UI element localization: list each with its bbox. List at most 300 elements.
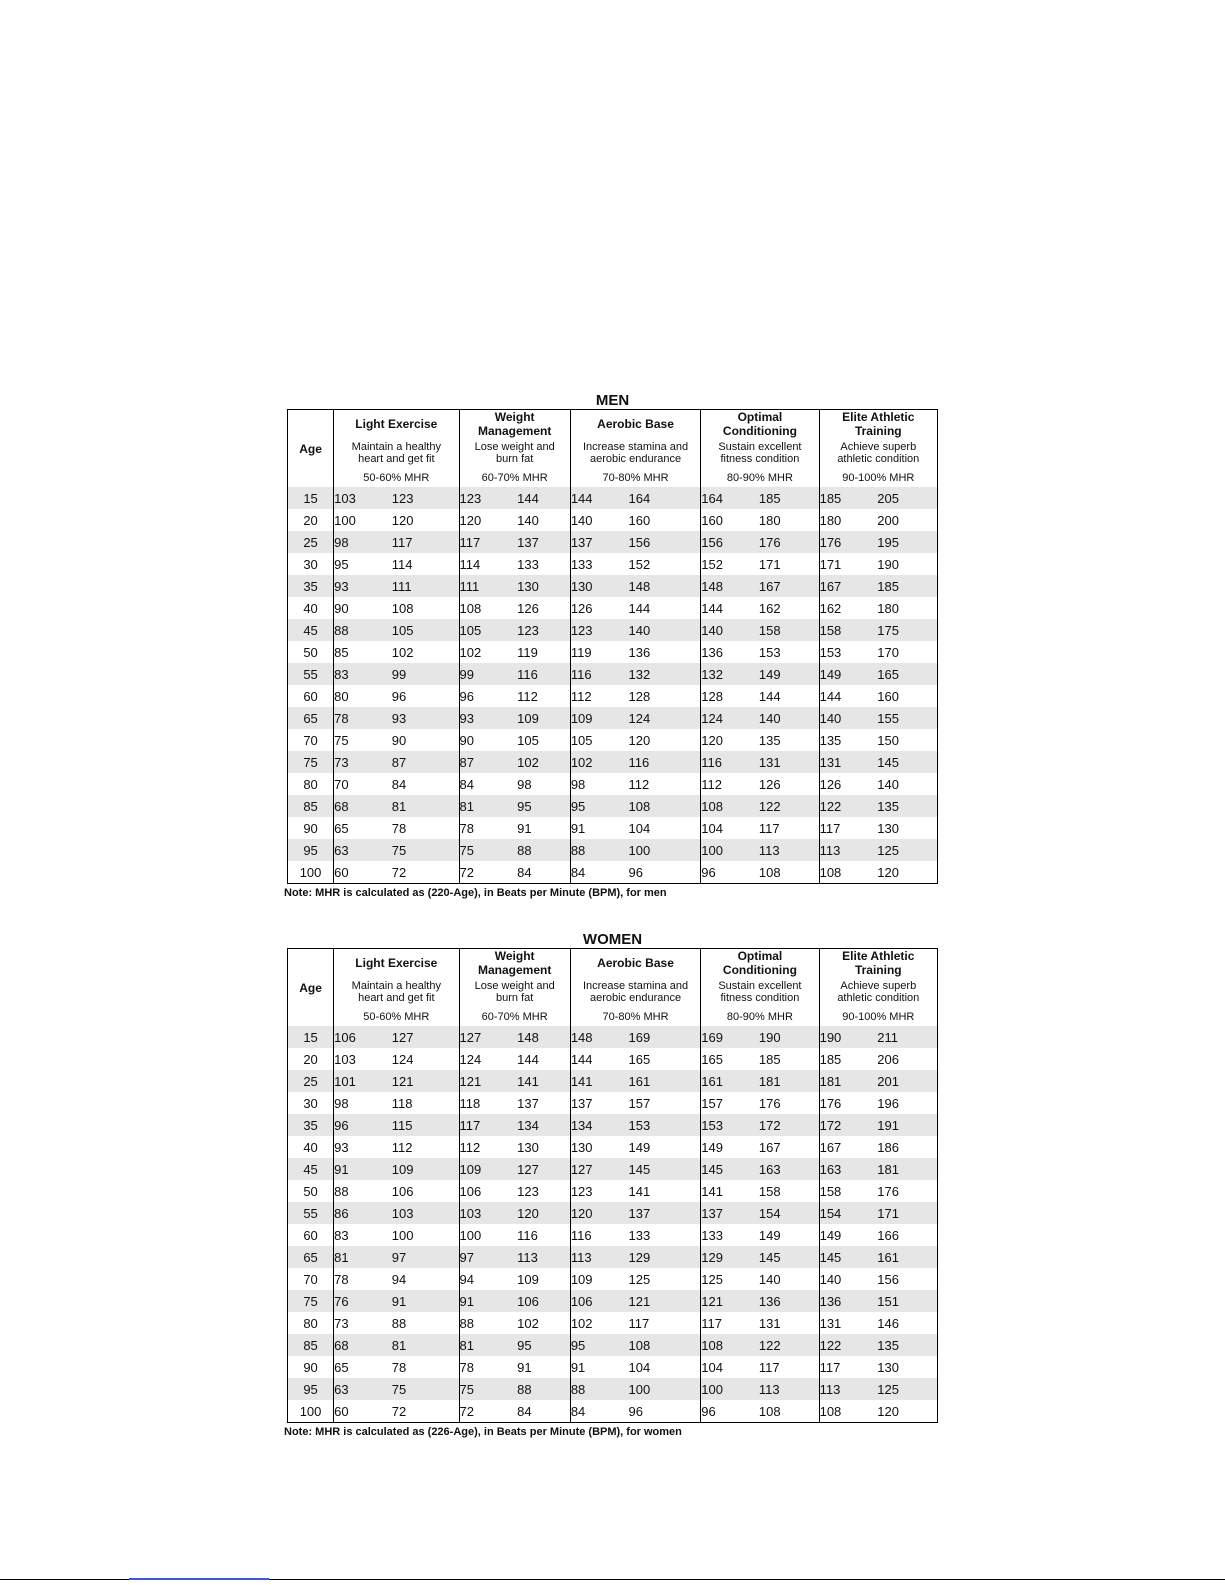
women-heart-rate-table	[287, 948, 938, 1423]
bpm-low-cell: 122	[819, 795, 877, 817]
bpm-high-cell: 78	[392, 817, 459, 839]
age-cell: 30	[288, 553, 334, 575]
bpm-high-cell: 149	[759, 1224, 819, 1246]
bpm-high-cell: 152	[629, 553, 701, 575]
bpm-low-cell: 140	[570, 509, 628, 531]
bpm-low-cell: 103	[459, 1202, 517, 1224]
women-table-body	[288, 1026, 938, 1423]
bpm-high-cell: 72	[392, 1400, 459, 1423]
table-row	[288, 817, 938, 839]
zone-name: Optimal Conditioning	[701, 949, 819, 978]
bpm-low-cell: 157	[701, 1092, 759, 1114]
bpm-high-cell: 123	[517, 619, 570, 641]
bpm-low-cell: 180	[819, 509, 877, 531]
bpm-high-cell: 95	[517, 1334, 570, 1356]
bpm-low-cell: 117	[701, 1312, 759, 1334]
bpm-high-cell: 135	[877, 795, 937, 817]
bpm-low-cell: 154	[819, 1202, 877, 1224]
bpm-low-cell: 169	[701, 1026, 759, 1048]
table-row	[288, 839, 938, 861]
table-row	[288, 1246, 938, 1268]
bpm-high-cell: 176	[759, 531, 819, 553]
bpm-high-cell: 153	[759, 641, 819, 663]
zone-name: Aerobic Base	[570, 410, 700, 439]
bpm-low-cell: 120	[570, 1202, 628, 1224]
bpm-high-cell: 88	[517, 839, 570, 861]
bpm-high-cell: 161	[629, 1070, 701, 1092]
table-row	[288, 1202, 938, 1224]
zone-description: Maintain a healthy heart and get fit	[334, 438, 459, 468]
zone-description: Maintain a healthy heart and get fit	[334, 977, 459, 1007]
age-cell: 15	[288, 487, 334, 509]
bpm-high-cell: 87	[392, 751, 459, 773]
bpm-low-cell: 112	[570, 685, 628, 707]
bpm-low-cell: 176	[819, 531, 877, 553]
table-row	[288, 1334, 938, 1356]
bpm-low-cell: 149	[819, 663, 877, 685]
bpm-high-cell: 81	[392, 1334, 459, 1356]
bpm-high-cell: 145	[629, 1158, 701, 1180]
bpm-high-cell: 181	[877, 1158, 937, 1180]
age-cell: 70	[288, 729, 334, 751]
bpm-low-cell: 84	[459, 773, 517, 795]
bpm-high-cell: 106	[517, 1290, 570, 1312]
bpm-low-cell: 76	[334, 1290, 392, 1312]
bpm-low-cell: 88	[570, 839, 628, 861]
bpm-high-cell: 118	[392, 1092, 459, 1114]
age-cell: 30	[288, 1092, 334, 1114]
bpm-low-cell: 181	[819, 1070, 877, 1092]
bpm-low-cell: 137	[701, 1202, 759, 1224]
bpm-high-cell: 95	[517, 795, 570, 817]
bpm-high-cell: 150	[877, 729, 937, 751]
bpm-low-cell: 102	[570, 1312, 628, 1334]
zone-name: Aerobic Base	[570, 949, 700, 978]
zone-name: Elite Athletic Training	[819, 410, 937, 439]
bpm-high-cell: 105	[392, 619, 459, 641]
bpm-high-cell: 91	[392, 1290, 459, 1312]
age-cell: 40	[288, 1136, 334, 1158]
zone-mhr: 60-70% MHR	[459, 468, 570, 487]
bpm-high-cell: 119	[517, 641, 570, 663]
table-row	[288, 773, 938, 795]
bpm-low-cell: 105	[459, 619, 517, 641]
bpm-high-cell: 162	[759, 597, 819, 619]
bpm-high-cell: 123	[517, 1180, 570, 1202]
bpm-high-cell: 130	[517, 1136, 570, 1158]
zone-mhr: 90-100% MHR	[819, 1007, 937, 1026]
bpm-low-cell: 60	[334, 861, 392, 884]
bpm-high-cell: 120	[517, 1202, 570, 1224]
bpm-low-cell: 88	[334, 1180, 392, 1202]
bpm-low-cell: 160	[701, 509, 759, 531]
men-title: MEN	[595, 392, 630, 409]
bpm-high-cell: 123	[392, 487, 459, 509]
footnote-link[interactable]	[129, 1578, 269, 1580]
bpm-low-cell: 119	[570, 641, 628, 663]
bpm-high-cell: 78	[392, 1356, 459, 1378]
men-table-body	[288, 487, 938, 884]
bpm-low-cell: 124	[459, 1048, 517, 1070]
bpm-high-cell: 180	[759, 509, 819, 531]
bpm-high-cell: 145	[877, 751, 937, 773]
zone-description: Sustain excellent fitness condition	[701, 977, 819, 1007]
bpm-low-cell: 102	[459, 641, 517, 663]
table-row	[288, 1356, 938, 1378]
bpm-high-cell: 156	[877, 1268, 937, 1290]
bpm-high-cell: 108	[629, 795, 701, 817]
bpm-high-cell: 120	[877, 1400, 937, 1423]
bpm-high-cell: 91	[517, 817, 570, 839]
bpm-low-cell: 106	[459, 1180, 517, 1202]
bpm-low-cell: 88	[334, 619, 392, 641]
bpm-low-cell: 144	[570, 487, 628, 509]
bpm-high-cell: 151	[877, 1290, 937, 1312]
bpm-low-cell: 83	[334, 663, 392, 685]
bpm-low-cell: 86	[334, 1202, 392, 1224]
bpm-low-cell: 78	[334, 1268, 392, 1290]
bpm-low-cell: 88	[570, 1378, 628, 1400]
bpm-high-cell: 127	[392, 1026, 459, 1048]
bpm-low-cell: 137	[570, 1092, 628, 1114]
bpm-low-cell: 90	[459, 729, 517, 751]
bpm-low-cell: 95	[334, 553, 392, 575]
bpm-high-cell: 117	[629, 1312, 701, 1334]
bpm-high-cell: 133	[517, 553, 570, 575]
bpm-high-cell: 88	[517, 1378, 570, 1400]
bpm-low-cell: 185	[819, 1048, 877, 1070]
bpm-high-cell: 149	[629, 1136, 701, 1158]
bpm-high-cell: 211	[877, 1026, 937, 1048]
age-cell: 65	[288, 707, 334, 729]
table-row	[288, 861, 938, 884]
table-row	[288, 1048, 938, 1070]
bpm-high-cell: 116	[629, 751, 701, 773]
bpm-low-cell: 172	[819, 1114, 877, 1136]
bpm-low-cell: 90	[334, 597, 392, 619]
age-cell: 75	[288, 1290, 334, 1312]
bpm-high-cell: 132	[629, 663, 701, 685]
bpm-high-cell: 104	[629, 817, 701, 839]
bpm-low-cell: 145	[819, 1246, 877, 1268]
bpm-low-cell: 124	[701, 707, 759, 729]
bpm-low-cell: 100	[701, 1378, 759, 1400]
zone-description: Increase stamina and aerobic endurance	[570, 438, 700, 468]
bpm-high-cell: 186	[877, 1136, 937, 1158]
bpm-high-cell: 112	[392, 1136, 459, 1158]
bpm-low-cell: 163	[819, 1158, 877, 1180]
age-cell: 80	[288, 773, 334, 795]
bpm-high-cell: 137	[629, 1202, 701, 1224]
bpm-low-cell: 105	[570, 729, 628, 751]
bpm-low-cell: 113	[570, 1246, 628, 1268]
age-cell: 50	[288, 641, 334, 663]
zone-description: Achieve superb athletic condition	[819, 438, 937, 468]
table-row	[288, 619, 938, 641]
bpm-high-cell: 171	[759, 553, 819, 575]
bpm-low-cell: 63	[334, 839, 392, 861]
bpm-high-cell: 125	[629, 1268, 701, 1290]
age-cell: 20	[288, 509, 334, 531]
men-note: Note: MHR is calculated as (220-Age), in Beats per Minute (BPM), for men	[284, 887, 667, 899]
bpm-low-cell: 91	[570, 1356, 628, 1378]
bpm-low-cell: 117	[819, 1356, 877, 1378]
bpm-high-cell: 109	[517, 1268, 570, 1290]
bpm-low-cell: 114	[459, 553, 517, 575]
bpm-high-cell: 120	[629, 729, 701, 751]
bpm-high-cell: 125	[877, 1378, 937, 1400]
bpm-high-cell: 140	[759, 707, 819, 729]
bpm-high-cell: 148	[629, 575, 701, 597]
bpm-low-cell: 130	[570, 575, 628, 597]
bpm-high-cell: 108	[629, 1334, 701, 1356]
table-row	[288, 597, 938, 619]
age-cell: 95	[288, 1378, 334, 1400]
bpm-high-cell: 122	[759, 1334, 819, 1356]
bpm-high-cell: 167	[759, 1136, 819, 1158]
bpm-low-cell: 144	[570, 1048, 628, 1070]
age-cell: 25	[288, 531, 334, 553]
zone-name: Light Exercise	[334, 410, 459, 439]
bpm-low-cell: 122	[819, 1334, 877, 1356]
table-row	[288, 641, 938, 663]
bpm-high-cell: 84	[392, 773, 459, 795]
bpm-high-cell: 166	[877, 1224, 937, 1246]
bpm-low-cell: 117	[819, 817, 877, 839]
bpm-low-cell: 130	[570, 1136, 628, 1158]
table-row	[288, 685, 938, 707]
bpm-high-cell: 122	[759, 795, 819, 817]
bpm-low-cell: 101	[334, 1070, 392, 1092]
bpm-high-cell: 205	[877, 487, 937, 509]
bpm-low-cell: 161	[701, 1070, 759, 1092]
bpm-high-cell: 108	[392, 597, 459, 619]
table-row	[288, 509, 938, 531]
bpm-high-cell: 81	[392, 795, 459, 817]
bpm-low-cell: 149	[701, 1136, 759, 1158]
bpm-low-cell: 104	[701, 1356, 759, 1378]
bpm-low-cell: 75	[459, 839, 517, 861]
bpm-high-cell: 91	[517, 1356, 570, 1378]
bpm-low-cell: 81	[459, 1334, 517, 1356]
bpm-high-cell: 100	[629, 1378, 701, 1400]
bpm-high-cell: 120	[392, 509, 459, 531]
bpm-low-cell: 132	[701, 663, 759, 685]
table-row	[288, 1158, 938, 1180]
table-row	[288, 729, 938, 751]
bpm-high-cell: 145	[759, 1246, 819, 1268]
table-row	[288, 1180, 938, 1202]
bpm-high-cell: 164	[629, 487, 701, 509]
bpm-high-cell: 141	[517, 1070, 570, 1092]
bpm-high-cell: 200	[877, 509, 937, 531]
bpm-high-cell: 121	[392, 1070, 459, 1092]
bpm-low-cell: 93	[459, 707, 517, 729]
bpm-high-cell: 158	[759, 1180, 819, 1202]
age-cell: 40	[288, 597, 334, 619]
bpm-high-cell: 140	[629, 619, 701, 641]
bpm-low-cell: 81	[459, 795, 517, 817]
bpm-low-cell: 190	[819, 1026, 877, 1048]
bpm-high-cell: 144	[629, 597, 701, 619]
bpm-low-cell: 137	[570, 531, 628, 553]
age-cell: 60	[288, 685, 334, 707]
age-cell: 55	[288, 663, 334, 685]
bpm-high-cell: 133	[629, 1224, 701, 1246]
bpm-low-cell: 84	[570, 861, 628, 884]
bpm-high-cell: 136	[759, 1290, 819, 1312]
bpm-low-cell: 104	[701, 817, 759, 839]
bpm-high-cell: 96	[392, 685, 459, 707]
bpm-high-cell: 105	[517, 729, 570, 751]
table-row	[288, 1026, 938, 1048]
bpm-low-cell: 123	[570, 619, 628, 641]
bpm-low-cell: 87	[459, 751, 517, 773]
bpm-low-cell: 176	[819, 1092, 877, 1114]
zone-mhr: 90-100% MHR	[819, 468, 937, 487]
age-cell: 20	[288, 1048, 334, 1070]
bpm-high-cell: 111	[392, 575, 459, 597]
bpm-low-cell: 113	[819, 1378, 877, 1400]
bpm-low-cell: 144	[701, 597, 759, 619]
bpm-high-cell: 128	[629, 685, 701, 707]
bpm-high-cell: 113	[517, 1246, 570, 1268]
bpm-high-cell: 117	[759, 1356, 819, 1378]
bpm-high-cell: 141	[629, 1180, 701, 1202]
bpm-high-cell: 140	[877, 773, 937, 795]
bpm-high-cell: 140	[759, 1268, 819, 1290]
age-cell: 35	[288, 575, 334, 597]
bpm-low-cell: 72	[459, 861, 517, 884]
zone-mhr: 50-60% MHR	[334, 468, 459, 487]
bpm-low-cell: 95	[570, 795, 628, 817]
women-title: WOMEN	[582, 931, 643, 948]
age-cell: 45	[288, 619, 334, 641]
table-row	[288, 531, 938, 553]
bpm-high-cell: 135	[759, 729, 819, 751]
age-cell: 50	[288, 1180, 334, 1202]
bpm-low-cell: 98	[334, 531, 392, 553]
bpm-high-cell: 153	[629, 1114, 701, 1136]
bpm-low-cell: 152	[701, 553, 759, 575]
zone-description: Lose weight and burn fat	[459, 438, 570, 468]
bpm-high-cell: 99	[392, 663, 459, 685]
age-cell: 75	[288, 751, 334, 773]
table-row	[288, 751, 938, 773]
table-row	[288, 553, 938, 575]
age-cell: 95	[288, 839, 334, 861]
bpm-high-cell: 156	[629, 531, 701, 553]
zone-description: Achieve superb athletic condition	[819, 977, 937, 1007]
bpm-low-cell: 98	[570, 773, 628, 795]
bpm-low-cell: 136	[701, 641, 759, 663]
table-row	[288, 1268, 938, 1290]
bpm-high-cell: 165	[629, 1048, 701, 1070]
bpm-high-cell: 113	[759, 839, 819, 861]
zone-mhr: 50-60% MHR	[334, 1007, 459, 1026]
bpm-high-cell: 116	[517, 663, 570, 685]
bpm-high-cell: 125	[877, 839, 937, 861]
bpm-low-cell: 162	[819, 597, 877, 619]
bpm-low-cell: 158	[819, 619, 877, 641]
bpm-high-cell: 137	[517, 531, 570, 553]
bpm-low-cell: 140	[819, 707, 877, 729]
age-header: Age	[299, 980, 322, 995]
bpm-high-cell: 121	[629, 1290, 701, 1312]
bpm-low-cell: 75	[334, 729, 392, 751]
table-row	[288, 1400, 938, 1423]
bpm-high-cell: 97	[392, 1246, 459, 1268]
bpm-high-cell: 176	[759, 1092, 819, 1114]
bpm-low-cell: 120	[459, 509, 517, 531]
bpm-high-cell: 190	[759, 1026, 819, 1048]
bpm-low-cell: 112	[701, 773, 759, 795]
bpm-high-cell: 131	[759, 1312, 819, 1334]
bpm-low-cell: 121	[459, 1070, 517, 1092]
bpm-low-cell: 135	[819, 729, 877, 751]
bpm-high-cell: 84	[517, 861, 570, 884]
zone-name: Weight Management	[459, 949, 570, 978]
bpm-low-cell: 91	[570, 817, 628, 839]
bpm-low-cell: 123	[570, 1180, 628, 1202]
bpm-high-cell: 161	[877, 1246, 937, 1268]
bpm-low-cell: 108	[819, 861, 877, 884]
bpm-low-cell: 108	[819, 1400, 877, 1423]
bpm-low-cell: 128	[701, 685, 759, 707]
bpm-low-cell: 126	[819, 773, 877, 795]
bpm-low-cell: 136	[819, 1290, 877, 1312]
bpm-high-cell: 96	[629, 1400, 701, 1423]
men-section	[284, 392, 938, 899]
bpm-low-cell: 117	[459, 531, 517, 553]
bpm-high-cell: 157	[629, 1092, 701, 1114]
table-row	[288, 575, 938, 597]
zone-mhr: 80-90% MHR	[701, 1007, 819, 1026]
bpm-low-cell: 126	[570, 597, 628, 619]
bpm-high-cell: 165	[877, 663, 937, 685]
bpm-high-cell: 102	[517, 1312, 570, 1334]
age-cell: 80	[288, 1312, 334, 1334]
bpm-high-cell: 155	[877, 707, 937, 729]
table-row	[288, 1224, 938, 1246]
bpm-low-cell: 164	[701, 487, 759, 509]
table-row	[288, 1092, 938, 1114]
bpm-low-cell: 100	[701, 839, 759, 861]
bpm-high-cell: 170	[877, 641, 937, 663]
bpm-low-cell: 145	[701, 1158, 759, 1180]
bpm-high-cell: 169	[629, 1026, 701, 1048]
age-cell: 25	[288, 1070, 334, 1092]
bpm-high-cell: 180	[877, 597, 937, 619]
bpm-low-cell: 123	[459, 487, 517, 509]
bpm-low-cell: 68	[334, 1334, 392, 1356]
bpm-high-cell: 115	[392, 1114, 459, 1136]
bpm-high-cell: 172	[759, 1114, 819, 1136]
bpm-high-cell: 129	[629, 1246, 701, 1268]
bpm-high-cell: 144	[759, 685, 819, 707]
bpm-high-cell: 84	[517, 1400, 570, 1423]
bpm-high-cell: 185	[877, 575, 937, 597]
bpm-high-cell: 124	[392, 1048, 459, 1070]
bpm-low-cell: 75	[459, 1378, 517, 1400]
bpm-low-cell: 109	[570, 707, 628, 729]
bpm-low-cell: 109	[570, 1268, 628, 1290]
bpm-low-cell: 185	[819, 487, 877, 509]
bpm-low-cell: 95	[570, 1334, 628, 1356]
bpm-high-cell: 148	[517, 1026, 570, 1048]
bpm-high-cell: 108	[759, 1400, 819, 1423]
bpm-high-cell: 94	[392, 1268, 459, 1290]
